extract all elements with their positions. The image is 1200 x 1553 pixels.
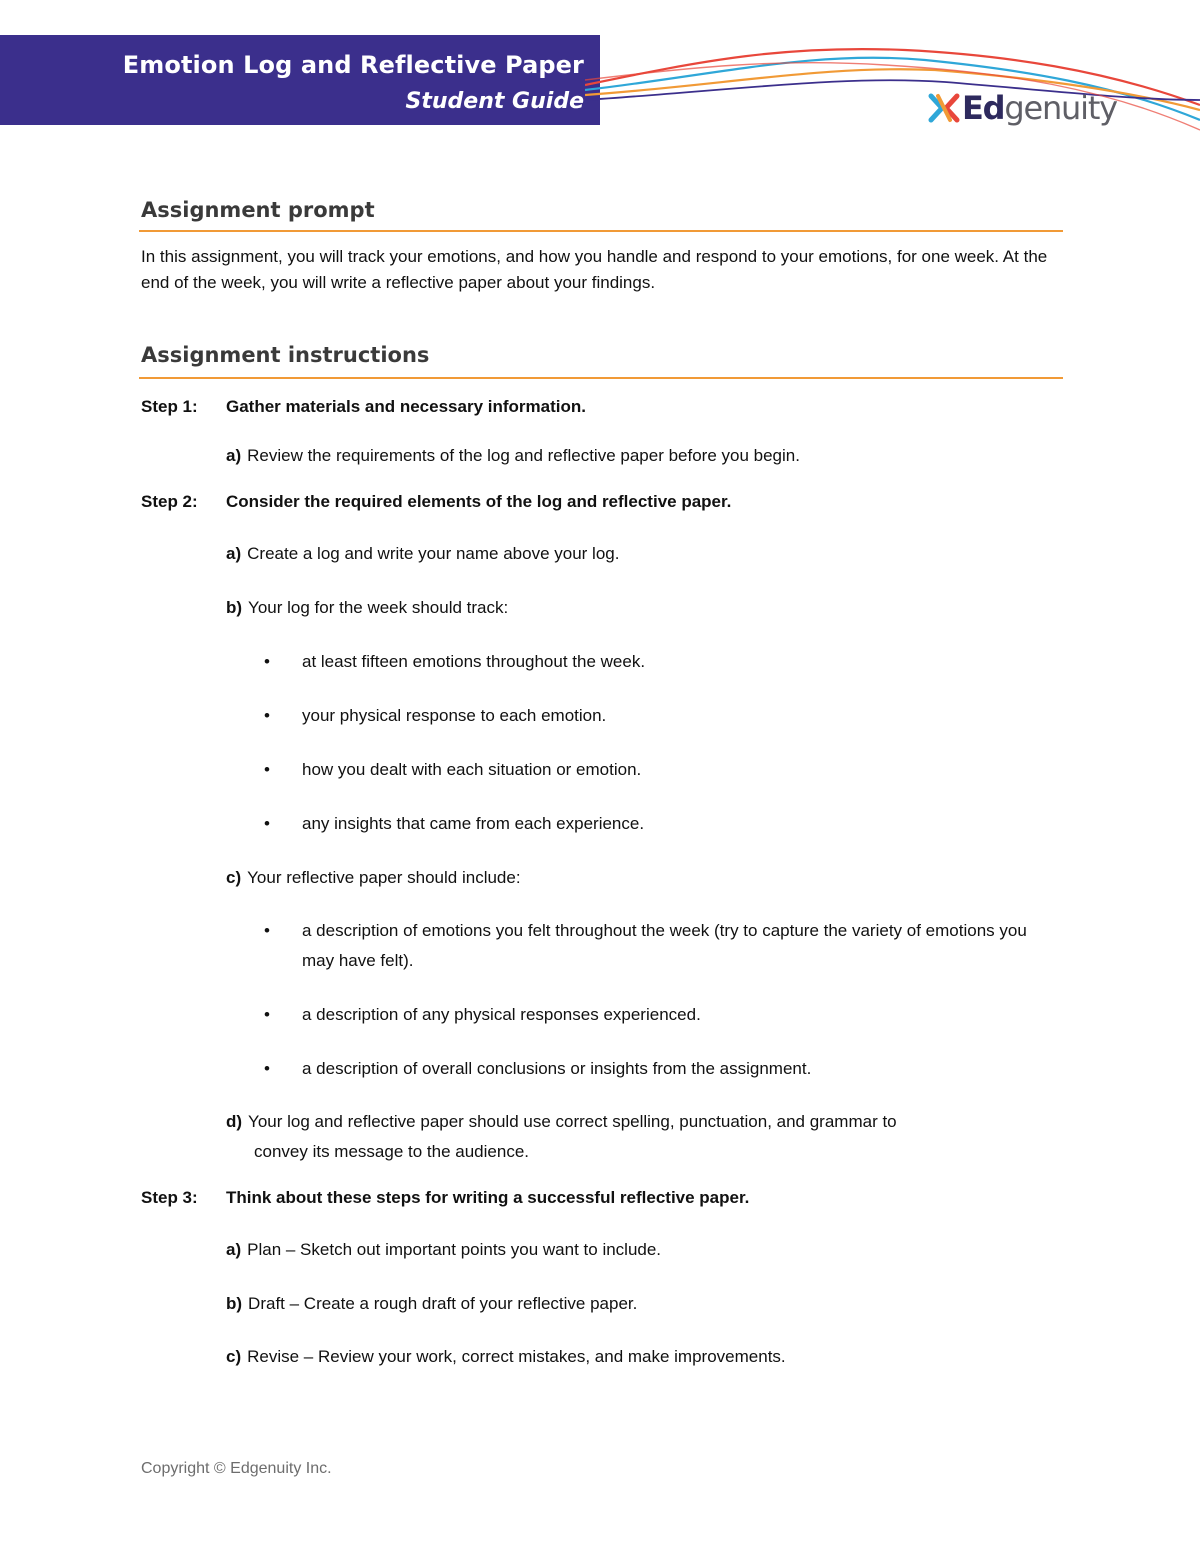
item-letter: a): [226, 544, 242, 563]
bullet-glyph: •: [264, 814, 270, 833]
prompt-heading-rule: [139, 230, 1063, 232]
header-banner: [0, 35, 600, 125]
item-text: Your log and reflective paper should use correct spelling, punctuation, and grammar to: [248, 1112, 897, 1131]
prompt-body: In this assignment, you will track your emotions, and how you handle and respond to your emotions, for one week. At the end of the week, you will write a reflective paper about your findings.: [141, 247, 1048, 292]
step-2-item-d: [226, 1107, 1046, 1167]
bullet-text: at least fifteen emotions throughout the week.: [302, 652, 646, 671]
step-title: Consider the required elements of the log and reflective paper.: [226, 492, 732, 511]
step-2-item-c: [226, 863, 1046, 893]
instructions-heading: Assignment instructions: [141, 343, 430, 367]
item-text: Your reflective paper should include:: [247, 868, 521, 887]
copyright-notice: Copyright © Edgenuity Inc.: [141, 1460, 332, 1477]
item-letter: b): [226, 1294, 243, 1313]
step-3-item-b: [226, 1289, 1046, 1319]
item-text: Plan – Sketch out important points you want to include.: [247, 1240, 662, 1259]
bullet-item: [264, 809, 1034, 839]
bullet-text: a description of overall conclusions or insights from the assignment.: [302, 1059, 812, 1078]
item-text: Your log for the week should track:: [248, 598, 509, 617]
bullet-glyph: •: [264, 706, 270, 725]
step-3-item-a: [226, 1235, 1046, 1265]
document-subtitle: Student Guide: [405, 89, 584, 114]
bullet-glyph: •: [264, 1059, 270, 1078]
step-3-item-c: [226, 1342, 1046, 1372]
item-letter: d): [226, 1112, 243, 1131]
bullet-item: [264, 1054, 1034, 1084]
bullet-item: [264, 647, 1034, 677]
item-text: Review the requirements of the log and reflective paper before you begin.: [247, 446, 800, 465]
edgenuity-logo: [928, 88, 1117, 128]
step-number: Step 1:: [141, 397, 198, 416]
bullet-text: any insights that came from each experience.: [302, 814, 645, 833]
step-1: [141, 397, 586, 417]
instructions-heading-rule: [139, 377, 1063, 379]
bullet-glyph: •: [264, 652, 270, 671]
item-text: Revise – Review your work, correct mistakes, and make improvements.: [247, 1347, 786, 1366]
item-text: Draft – Create a rough draft of your reflective paper.: [248, 1294, 638, 1313]
step-2: [141, 492, 731, 512]
bullet-glyph: •: [264, 921, 270, 940]
bullet-glyph: •: [264, 760, 270, 779]
bullet-text: how you dealt with each situation or emotion.: [302, 760, 642, 779]
step-3: [141, 1188, 749, 1208]
logo-text-rest: genuity: [1004, 89, 1117, 127]
bullet-text: a description of any physical responses experienced.: [302, 1005, 701, 1024]
bullet-item: [264, 1000, 1034, 1030]
item-letter: b): [226, 598, 243, 617]
document-title: Emotion Log and Reflective Paper: [122, 51, 584, 79]
bullet-text: a description of emotions you felt throughout the week (try to capture the variety of emotions you may have felt).: [302, 921, 1027, 970]
bullet-text: your physical response to each emotion.: [302, 706, 607, 725]
item-letter: a): [226, 446, 242, 465]
item-letter: c): [226, 1347, 242, 1366]
logo-text-prefix: Ed: [962, 89, 1005, 127]
bullet-item: [264, 755, 1034, 785]
item-text: Create a log and write your name above your log.: [247, 544, 620, 563]
item-letter: a): [226, 1240, 242, 1259]
prompt-heading: Assignment prompt: [141, 198, 375, 222]
step-2-item-a: [226, 539, 1046, 569]
step-number: Step 2:: [141, 492, 198, 511]
step-2-item-b: [226, 593, 1046, 623]
item-text-continued: convey its message to the audience.: [254, 1142, 529, 1161]
edgenuity-x-logo-icon: [928, 92, 960, 124]
step-1-item-a: [226, 441, 1046, 471]
bullet-item: [264, 916, 1034, 976]
step-title: Gather materials and necessary information.: [226, 397, 586, 416]
step-title: Think about these steps for writing a successful reflective paper.: [226, 1188, 750, 1207]
item-letter: c): [226, 868, 242, 887]
step-number: Step 3:: [141, 1188, 198, 1207]
bullet-item: [264, 701, 1034, 731]
bullet-glyph: •: [264, 1005, 270, 1024]
